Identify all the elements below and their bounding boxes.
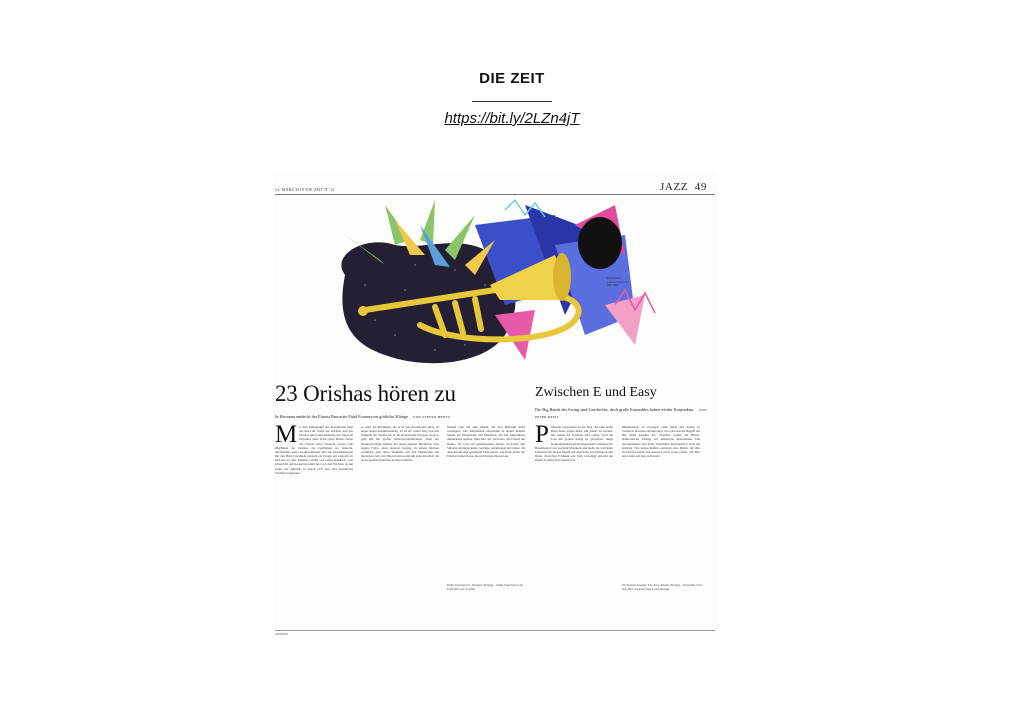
article-1-column-2: [361, 425, 439, 625]
page-number: 49: [694, 181, 707, 193]
section-label: [660, 181, 707, 193]
illustration-credit: Illustration: Gerhard Deutsch/ DIE ZEIT: [607, 276, 629, 287]
article-2-subhead-text: Die Big Bands des Swing sind Geschichte, doch große Ensembles haben wieder Konjunktur: [535, 407, 694, 412]
article-1-dropcap: M: [275, 425, 298, 448]
article-1-column-1-text: it dem Mittelpunkt der Abendsonne steht die Insel im Glanz der Karibik, und das Klavier spielt zum Ausklang des Tages. In Havanna, einer Stadt voller Musik, findet der Pianist seine Wurzeln wieder. Die Rhythmen der Orishas, der Gottheiten der Santería, durchziehen seine Kompositionen, und im Zusammenspiel mit den Batá-Trommeln entsteht ein Klang, der zugleich alt und neu ist. Der Musiker erzählt von seiner Kindheit, vom Unterricht am Konservatorium und von den Nächten in den Clubs der Altstadt, in denen sich Jazz und kubanische Tradition begegnen.: [275, 425, 353, 475]
article-1-column-3-text: handelt sich um eine Musik, die ihre Herkunft nicht verleugnet. Die Aufnahmen entstanden in einem kleinen Studio der Hauptstadt, mit Musikern, die seit Jahrzehnten miteinander spielen. Man hört das Vertrauen, die Freude am Risiko, die Lust am gemeinsamen Atmen. Zwischen den Stücken erklingen kurze Gesänge, Anrufungen der Götter, die dem Album eine spirituelle Tiefe geben. Am Ende bleibt der Eindruck einer Reise, die nicht abgeschlossen ist.: [447, 425, 525, 459]
article-2-headline: Zwischen E und Easy: [535, 385, 657, 400]
article-1-column-1: [275, 425, 353, 625]
article-1-headline: 23 Orishas hören zu: [275, 381, 456, 406]
masthead-title: DIE ZEIT: [479, 70, 545, 87]
newspaper-page: [275, 175, 715, 637]
article-2-subhead: [535, 407, 710, 420]
footer-label: ANZEIGE: [275, 632, 288, 636]
article-1-column-2-text: er stellt die Rhythmen, die er in den Zeremonien hörte, in einen neuen Zusammenhang. Es ist ein weiter Weg von den Tempeln der Yoruba bis in die Konzertsäle Europas, doch er geht ihn mit großer Selbstverständlichkeit. Jeder der dreiundzwanzig Orishas hat einen eigenen Rhythmus, eine eigene Farbe, einen eigenen Gesang. In seinen Stücken verbinden sich diese Elemente mit den Harmonien des modernen Jazz, mit Improvisation und mit einer Klarheit, die an die großen Pianisten der Insel erinnert.: [361, 425, 439, 463]
article-1-caption: Pidal Fournayron: Orishas (Verlag) – Pidal Fournayron & Ensemble live in Köln: [447, 583, 523, 592]
article-2-caption: Orchestral Lounge: The Easy Album (Verlag) – Ensemble Live: Auf Tour in Deutschland und Europa: [622, 583, 703, 592]
article-1-subhead: [275, 414, 525, 421]
article-1-subhead-text: In Havanna entdeckt der Pianist Pancasite Pidal Fournayron göttliche Klänge: [275, 414, 408, 419]
article-1-column-3: [447, 425, 525, 575]
article-link[interactable]: https://bit.ly/2LZn4jT: [444, 110, 580, 127]
article-2-column-1: [535, 425, 613, 625]
article-2-byline: VON PETER REISS: [535, 408, 707, 419]
section-name: JAZZ: [660, 181, 689, 193]
article-2-column-2-text: Dimensionen zu sprengen, ohne dabei den Swing zu verlieren. Das neue Album zeigt, wie weit sich der Begriff der Big Band gedehnt hat. Streicher treffen auf Bläser, elektronische Klänge auf akustische Instrumente. Die Arrangements sind dicht, manchmal überbordend, doch nie beliebig. Wer genau hinhört, entdeckt eine Musik, die ihre Geschichte kennt und dennoch nach vorne schaut, mit Mut zur Größe und Lust am Detail.: [622, 425, 700, 459]
page-topbar: [275, 181, 715, 195]
footer-rule: [275, 630, 715, 631]
issue-date: 14. MÄRZ 2019 DIE ZEIT Nº 12: [275, 187, 335, 192]
article-2-dropcap: P: [535, 425, 549, 448]
article-1-byline: VON STEFAN HENTZ: [412, 415, 451, 419]
article-2-column-2: [622, 425, 700, 575]
article-2-column-1-text: raktisch vorgegeben ist der Weg, den eine große Band heute gehen muss, um gehört zu werden. Die Zeiten der Tanzsäle sind vorbei, doch die Lust am großen Klang ist geblieben. Junge Komponistinnen und Komponisten schreiben für Besetzungen von zwanzig Musikern und mehr, sie verbinden Elemente der Neuen Musik mit dem Erbe von Ellington und Basie. Zwischen E-Musik und Easy Listening entsteht ein Raum, in dem vieles möglich ist.: [535, 425, 613, 463]
header-divider: [472, 101, 552, 102]
